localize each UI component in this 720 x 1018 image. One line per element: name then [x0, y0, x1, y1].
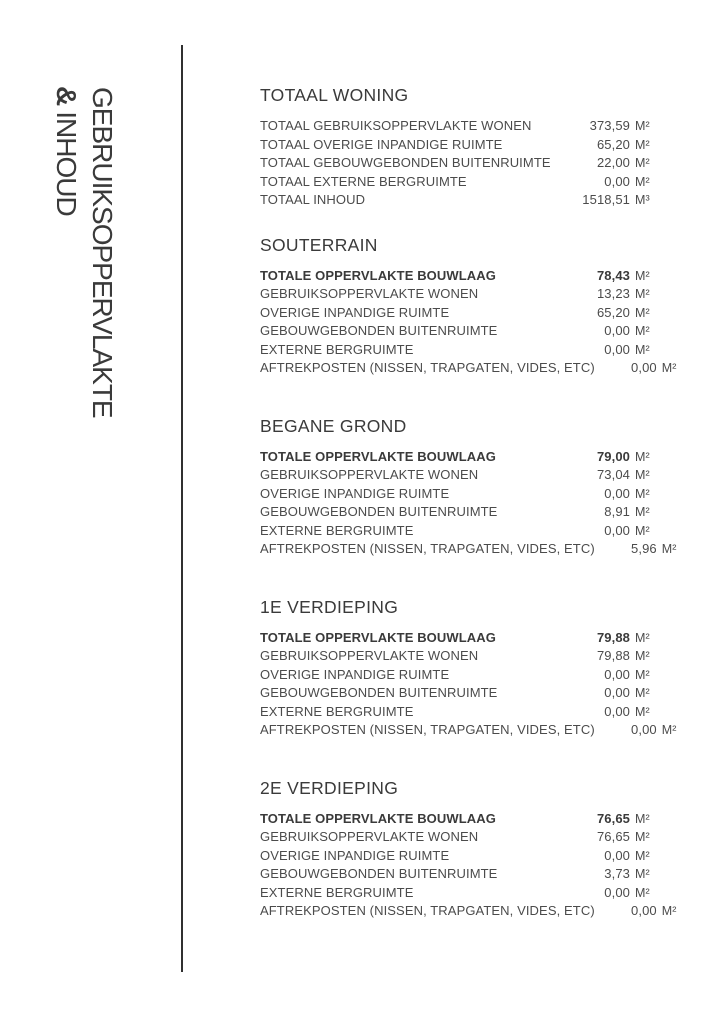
row-unit: M²: [635, 287, 650, 301]
row-label: EXTERNE BERGRUIMTE: [260, 703, 414, 719]
row-label: AFTREKPOSTEN (NISSEN, TRAPGATEN, VIDES, ETC): [260, 360, 595, 375]
vertical-title-line1: GEBRUIKSOPPERVLAKTE: [87, 87, 118, 418]
row-unit: M²: [635, 811, 650, 826]
section-rows: [260, 117, 657, 210]
table-row: [260, 884, 657, 903]
section: [260, 777, 677, 921]
row-label: EXTERNE BERGRUIMTE: [260, 884, 414, 900]
row-label: AFTREKPOSTEN (NISSEN, TRAPGATEN, VIDES, ETC): [260, 541, 595, 556]
row-label: TOTALE OPPERVLAKTE BOUWLAAG: [260, 267, 496, 283]
row-unit: M²: [661, 904, 677, 918]
row-label: OVERIGE INPANDIGE RUIMTE: [260, 304, 450, 320]
row-unit: M²: [635, 449, 650, 464]
row-label: OVERIGE INPANDIGE RUIMTE: [260, 847, 450, 863]
row-label: AFTREKPOSTEN (NISSEN, TRAPGATEN, VIDES, ETC): [260, 722, 595, 737]
row-label: TOTALE OPPERVLAKTE BOUWLAAG: [260, 448, 496, 464]
row-unit: M²: [635, 885, 650, 900]
row-label: TOTAAL INHOUD: [260, 192, 366, 207]
section-heading: 2E VERDIEPING: [260, 777, 399, 798]
row-unit: M²: [635, 119, 650, 133]
row-value: 0,00: [604, 847, 630, 863]
row-value: 0,00: [631, 360, 657, 375]
table-row: [260, 810, 657, 829]
vertical-divider-line: [181, 45, 183, 972]
row-label: TOTAAL OVERIGE INPANDIGE RUIMTE: [260, 136, 503, 152]
row-value: 79,00: [596, 448, 630, 464]
section-rows: [260, 448, 677, 559]
row-label: AFTREKPOSTEN (NISSEN, TRAPGATEN, VIDES, ETC): [260, 903, 595, 918]
table-row: [260, 865, 657, 884]
table-row: [260, 828, 657, 847]
table-row: [260, 322, 657, 341]
table-row: [260, 485, 657, 504]
table-row: [260, 703, 657, 722]
row-label: TOTAAL GEBRUIKSOPPERVLAKTE WONEN: [260, 118, 532, 133]
row-label: GEBOUWGEBONDEN BUITENRUIMTE: [260, 504, 498, 519]
row-value: 0,00: [604, 703, 630, 719]
section: [260, 85, 657, 210]
row-value: 73,04: [596, 467, 630, 482]
row-label: TOTALE OPPERVLAKTE BOUWLAAG: [260, 629, 496, 645]
row-label: TOTAAL EXTERNE BERGRUIMTE: [260, 173, 467, 189]
row-label: GEBRUIKSOPPERVLAKTE WONEN: [260, 829, 479, 844]
row-value: 65,20: [596, 304, 630, 320]
section: [260, 234, 677, 378]
row-value: 3,73: [604, 866, 630, 881]
row-unit: M²: [661, 361, 677, 375]
row-label: OVERIGE INPANDIGE RUIMTE: [260, 666, 450, 682]
row-value: 0,00: [631, 903, 657, 918]
row-unit: M²: [635, 156, 650, 170]
row-unit: M²: [635, 268, 650, 283]
row-unit: M²: [635, 486, 650, 501]
row-unit: M²: [635, 468, 650, 482]
row-unit: M²: [635, 305, 650, 320]
row-value: 0,00: [604, 341, 630, 357]
row-value: 0,00: [631, 722, 657, 737]
table-row: [260, 902, 677, 921]
row-unit: M²: [635, 342, 650, 357]
table-row: [260, 154, 657, 173]
row-value: 1518,51: [582, 192, 630, 207]
section-heading: 1E VERDIEPING: [260, 596, 399, 617]
row-value: 0,00: [604, 522, 630, 538]
table-row: [260, 448, 657, 467]
section-heading: SOUTERRAIN: [260, 234, 378, 255]
row-value: 65,20: [596, 136, 630, 152]
row-unit: M²: [635, 830, 650, 844]
row-label: GEBRUIKSOPPERVLAKTE WONEN: [260, 286, 479, 301]
row-value: 76,65: [596, 829, 630, 844]
row-unit: M²: [635, 630, 650, 645]
table-row: [260, 847, 657, 866]
row-label: GEBOUWGEBONDEN BUITENRUIMTE: [260, 323, 498, 338]
row-value: 22,00: [596, 155, 630, 170]
row-value: 13,23: [596, 286, 630, 301]
row-unit: M³: [635, 193, 650, 207]
table-row: [260, 304, 657, 323]
row-unit: M²: [661, 542, 677, 556]
section-rows: [260, 267, 677, 378]
row-label: TOTALE OPPERVLAKTE BOUWLAAG: [260, 810, 496, 826]
vertical-title-line2: [50, 86, 82, 216]
row-value: 0,00: [604, 323, 630, 338]
row-unit: M²: [635, 704, 650, 719]
section-heading: TOTAAL WONING: [260, 85, 409, 105]
section-rows: [260, 810, 677, 921]
table-row: [260, 466, 657, 485]
row-label: EXTERNE BERGRUIMTE: [260, 522, 414, 538]
row-value: 0,00: [604, 485, 630, 501]
row-value: 79,88: [596, 648, 630, 663]
row-value: 0,00: [604, 666, 630, 682]
section: [260, 596, 677, 740]
row-unit: M²: [635, 686, 650, 700]
table-row: [260, 267, 657, 286]
row-value: 79,88: [596, 629, 630, 645]
section: [260, 415, 677, 559]
row-value: 5,96: [631, 541, 657, 556]
table-row: [260, 684, 657, 703]
row-label: TOTAAL GEBOUWGEBONDEN BUITENRUIMTE: [260, 155, 551, 170]
row-unit: M²: [635, 649, 650, 663]
row-unit: M²: [635, 505, 650, 519]
row-value: 0,00: [604, 685, 630, 700]
row-value: 78,43: [596, 267, 630, 283]
row-value: 76,65: [596, 810, 630, 826]
content-area: [260, 85, 677, 921]
table-row: [260, 285, 657, 304]
row-unit: M²: [635, 848, 650, 863]
table-row: [260, 173, 657, 192]
row-unit: M²: [635, 867, 650, 881]
table-row: [260, 540, 677, 559]
row-unit: M²: [635, 667, 650, 682]
table-row: [260, 359, 677, 378]
table-row: [260, 191, 657, 210]
table-row: [260, 522, 657, 541]
row-unit: M²: [661, 723, 677, 737]
table-row: [260, 117, 657, 136]
row-value: 373,59: [589, 118, 630, 133]
row-label: EXTERNE BERGRUIMTE: [260, 341, 414, 357]
section-heading: BEGANE GROND: [260, 415, 407, 436]
row-value: 8,91: [604, 504, 630, 519]
vertical-title-line2-text: INHOUD: [51, 111, 82, 216]
section-rows: [260, 629, 677, 740]
table-row: [260, 629, 657, 648]
row-unit: M²: [635, 523, 650, 538]
table-row: [260, 647, 657, 666]
table-row: [260, 503, 657, 522]
row-label: GEBOUWGEBONDEN BUITENRUIMTE: [260, 866, 498, 881]
table-row: [260, 136, 657, 155]
row-unit: M²: [635, 174, 650, 189]
table-row: [260, 666, 657, 685]
row-label: GEBRUIKSOPPERVLAKTE WONEN: [260, 648, 479, 663]
row-value: 0,00: [604, 173, 630, 189]
row-unit: M²: [635, 324, 650, 338]
row-label: GEBRUIKSOPPERVLAKTE WONEN: [260, 467, 479, 482]
row-label: GEBOUWGEBONDEN BUITENRUIMTE: [260, 685, 498, 700]
row-value: 0,00: [604, 884, 630, 900]
table-row: [260, 721, 677, 740]
row-unit: M²: [635, 137, 650, 152]
table-row: [260, 341, 657, 360]
row-label: OVERIGE INPANDIGE RUIMTE: [260, 485, 450, 501]
ampersand: &: [51, 86, 82, 106]
